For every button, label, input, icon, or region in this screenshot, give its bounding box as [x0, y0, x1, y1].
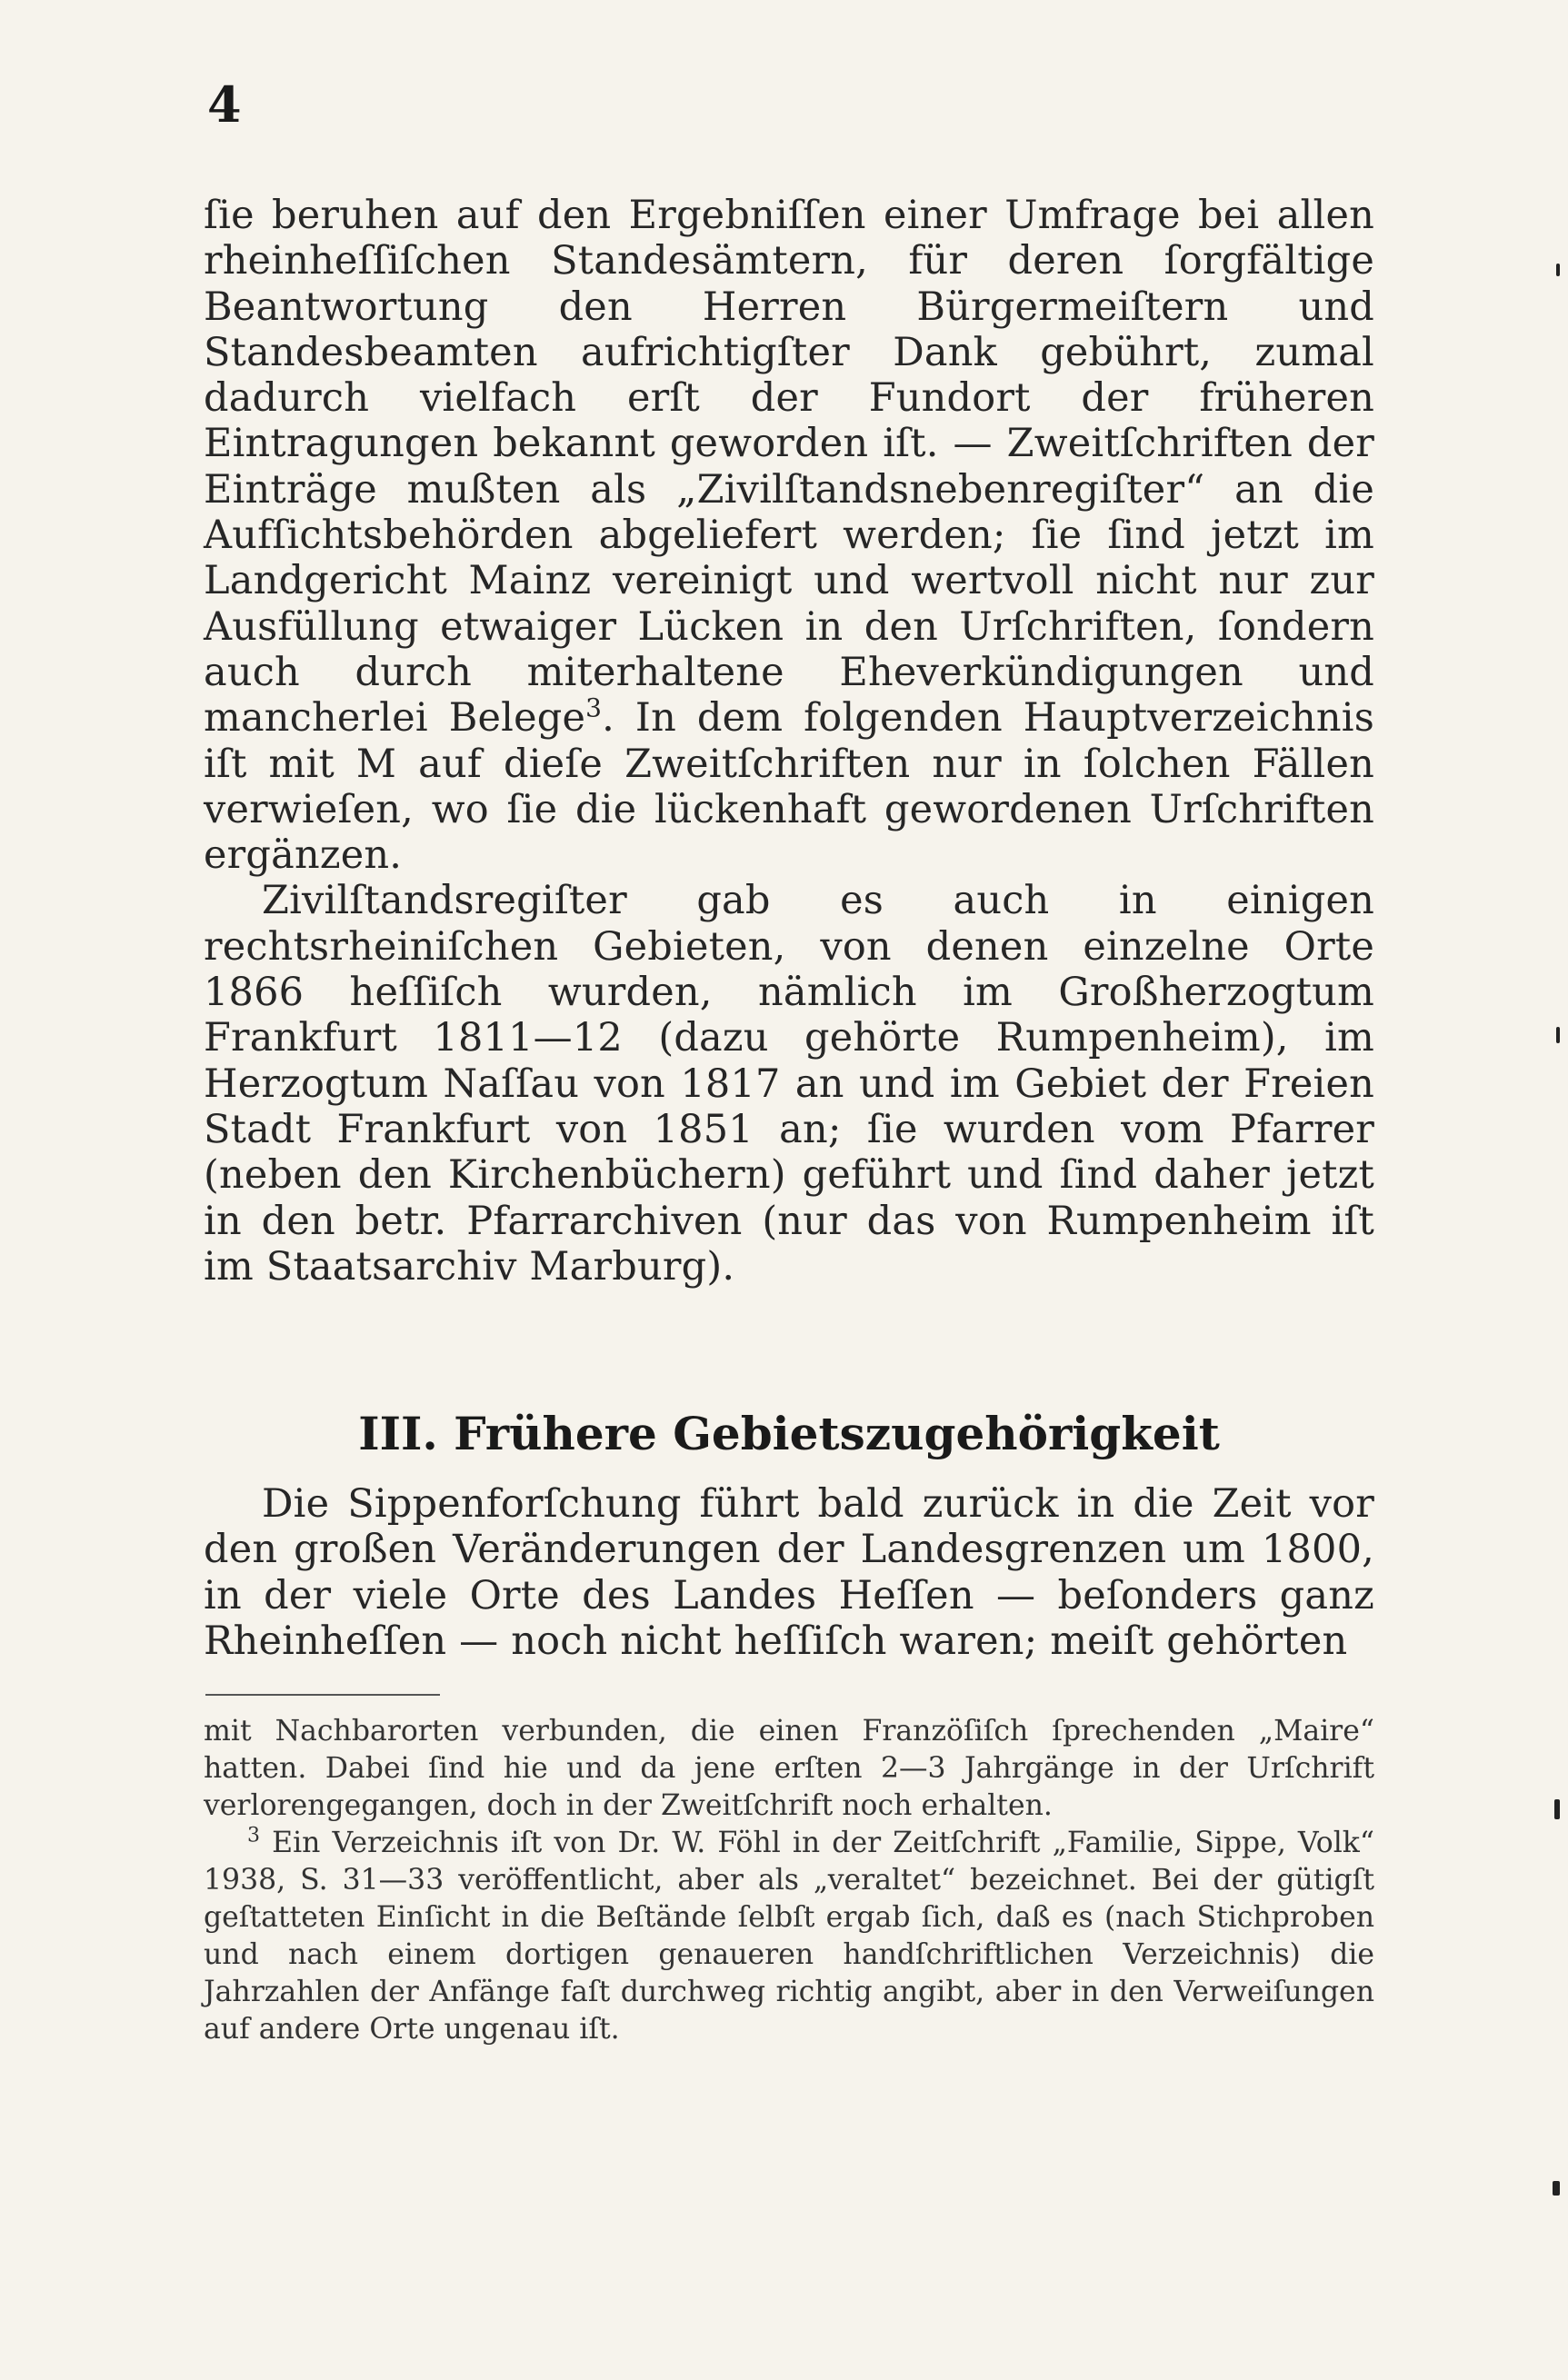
section-heading: III. Frühere Gebietszugehörigkeit: [358, 1407, 1220, 1460]
edge-speck-4: [1553, 2181, 1560, 2196]
edge-speck-2: [1556, 1027, 1560, 1043]
paragraph-1-text: ſie beruhen auf den Ergebniſſen einer Umfrage bei allen rheinheſſiſchen Standesämtern, für deren ſorgfältige Beantwortung den Herren Bürgermeiſtern und Standesbeamten aufrichtigſter Dank gebührt, zumal dadurch vielfach erſt der Fundort der früheren Eintragungen bekannt geworden iſt. — Zweitſchriften der Einträge mußten als „Zivilſtandsnebenregiſter“ an die Aufſichtsbehörden abgeliefert werden; ſie ſind jetzt im Landgericht Mainz vereinigt und wertvoll nicht nur zur Ausfüllung etwaiger Lücken in den Urſchriften, ſondern auch durch miterhaltene Eheverkündigungen und mancherlei Belege: [204, 193, 1374, 742]
section-text: [204, 1481, 1374, 1664]
page-number: 4: [207, 75, 242, 134]
footnote-reference-3[interactable]: 3: [585, 692, 603, 723]
footnote-3-text: Ein Verzeichnis iſt von Dr. W. Föhl in der Zeitſchrift „Familie, Sippe, Volk“ 1938, S. 31—33 veröffentlicht, aber als „veraltet“ bezeichnet. Bei der gütigſt geſtatteten Einſicht in die Beſtände ſelbſt ergab ſich, daß es (nach Stichproben und nach einem dortigen genaueren handſchriftlichen Verzeichnis) die Jahrzahlen der Anfänge faſt durchweg richtig angibt, aber in den Verweiſungen auf andere Orte ungenau iſt.: [204, 1827, 1374, 2046]
section-paragraph: Die Sippenforſchung führt bald zurück in die Zeit vor den großen Veränderungen der Landesgrenzen um 1800, in der viele Orte des Landes Heſſen — beſonders ganz Rheinheſſen — noch nicht heſſiſch waren; meiſt gehörten: [204, 1481, 1374, 1664]
main-text: [204, 193, 1374, 1290]
edge-speck-3: [1554, 1799, 1560, 1819]
footnotes: [204, 1713, 1374, 2048]
footnote-3-marker: 3: [247, 1824, 260, 1847]
footnote-divider: [205, 1694, 440, 1696]
footnote-3: [204, 1825, 1374, 2048]
paragraph-1-tail: . In dem folgenden Hauptverzeichnis iſt mit M auf dieſe Zweitſchriften nur in ſolchen Fällen verwieſen, wo ſie die lückenhaft gewordenen Urſchriften ergänzen.: [204, 695, 1375, 879]
edge-speck-1: [1556, 264, 1560, 276]
paragraph-1: [204, 193, 1374, 878]
paragraph-2: Zivilſtandsregiſter gab es auch in einigen rechtsrheiniſchen Gebieten, von denen einzelne Orte 1866 heſſiſch wurden, nämlich im Großherzogtum Frankfurt 1811—12 (dazu gehörte Rumpenheim), im Herzogtum Naſſau von 1817 an und im Gebiet der Freien Stadt Frankfurt von 1851 an; ſie wurden vom Pfarrer (neben den Kirchenbüchern) geführt und ſind daher jetzt in den betr. Pfarrarchiven (nur das von Rumpenheim iſt im Staatsarchiv Marburg).: [204, 878, 1374, 1290]
footnote-continuation: mit Nachbarorten verbunden, die einen Franzöſiſch ſprechenden „Maire“ hatten. Dabei ſind hie und da jene erſten 2—3 Jahrgänge in der Urſchrift verlorengegangen, doch in der Zweitſchrift noch erhalten.: [204, 1715, 1374, 1822]
